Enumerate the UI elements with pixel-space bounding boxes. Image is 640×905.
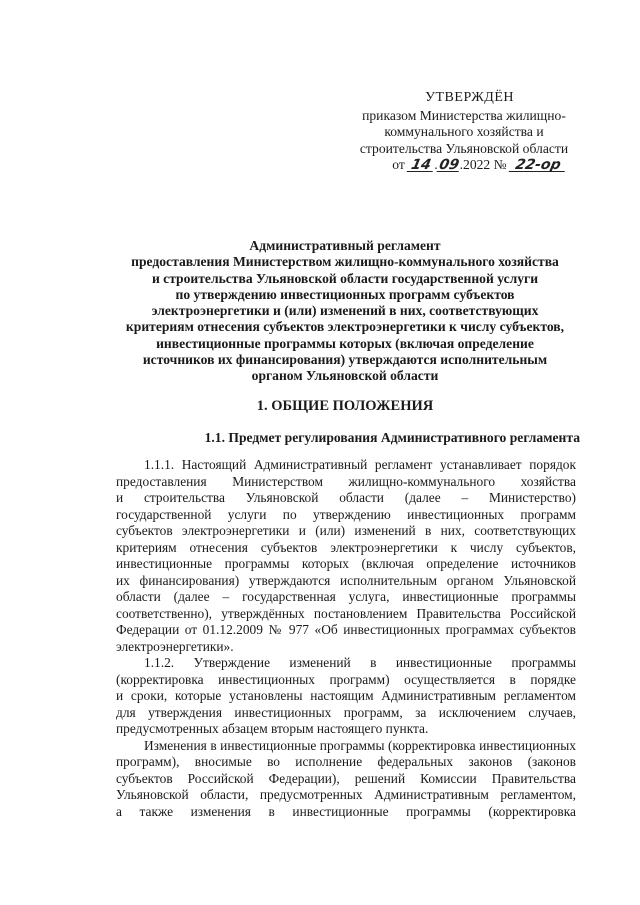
paragraph-line: 1.1.1. Настоящий Административный регламент устанавливает порядок [144,457,576,472]
paragraph-line: программ), вносимые во исполнение федеральных законов (законов [116,754,576,769]
paragraph-line: их финансирования) утверждаются исполнительным органом Ульяновской [116,572,576,588]
date-prefix: от [392,157,405,172]
paragraph-line: критериям отнесения субъектов электроэнергетики к числу субъектов, [116,539,576,555]
paragraph-line: электроэнергетики». [116,638,234,654]
paragraph-line: для утверждения инвестиционных программ, за исключением случаев, [116,704,576,720]
paragraph-line: субъектов электроэнергетики и (или) изменений в них, соответствующих [116,523,576,538]
paragraph-line: предоставления Министерством жилищно-коммунального хозяйства [116,473,576,489]
paragraph-line: и сроки, которые установлены настоящим Административным регламентом [116,688,576,703]
paragraph-line: предусмотренных абзацем вторым настоящего пункта. [116,721,429,736]
paragraph-line: области (далее – государственная услуга, инвестиционные программы [116,589,576,604]
title-line: электроэнергетики и (или) изменений в них, соответствующих [151,303,539,319]
title-line: источников их финансирования) утверждаются исполнительным [142,352,548,368]
handwritten-month: 09 [437,157,461,173]
paragraph-line: субъектов Российской Федерации), решений Комиссии Правительства [116,770,576,786]
title-line: органом Ульяновской области [251,368,439,384]
subsection-heading: 1.1. Предмет регулирования Административного регламента [204,430,580,445]
paragraph-line: инвестиционные программы которых (включая определение источников [116,556,576,571]
title-line: по утверждению инвестиционных программ субъектов [175,286,515,302]
paragraph-line: соответственно), утверждённых постановлением Правительства Российской [116,605,576,621]
paragraph-line: Федерации от 01.12.2009 № 977 «Об инвестиционных программах субъектов [116,622,576,637]
title-line: и строительства Ульяновской области государственной услуги [151,270,539,286]
approval-date-line [348,157,580,174]
paragraph-line: 1.1.2. Утверждение изменений в инвестиционные программы [144,655,576,670]
approval-line: приказом Министерства жилищно- [362,107,566,123]
approval-heading: УТВЕРЖДЁН [425,90,514,105]
paragraph-line: государственной услуги по утверждению инвестиционных программ [116,506,576,522]
handwritten-order-number: 22-ор [509,159,568,172]
date-separator: . [434,157,438,172]
body-text [116,457,576,820]
paragraph-line: а также изменения в инвестиционные программы (корректировка [116,803,576,819]
title-line: критериям отнесения субъектов электроэнергетики к числу субъектов, [125,319,565,335]
title-line: Административный регламент [249,238,441,253]
title-line: предоставления Министерством жилищно-коммунального хозяйства [131,254,559,270]
paragraph-line: Ульяновской области, предусмотренных Административным регламентом, [116,787,576,802]
approval-line: коммунального хозяйства и [384,124,544,139]
paragraph-line: (корректировка инвестиционных программ) осуществляется в порядке [116,671,576,687]
title-line: инвестиционные программы которых (включая определение [156,335,534,351]
paragraph-line: и строительства Ульяновской области (далее – Министерство) [116,490,576,505]
approval-block [348,90,580,174]
paragraph-line: Изменения в инвестиционные программы (корректировка инвестиционных [144,737,576,753]
date-year: .2022 № [459,157,507,172]
document-title [110,238,580,385]
handwritten-day: 14 [407,159,436,172]
section-heading: 1. ОБЩИЕ ПОЛОЖЕНИЯ [256,398,434,414]
approval-line: строительства Ульяновской области [359,140,569,156]
